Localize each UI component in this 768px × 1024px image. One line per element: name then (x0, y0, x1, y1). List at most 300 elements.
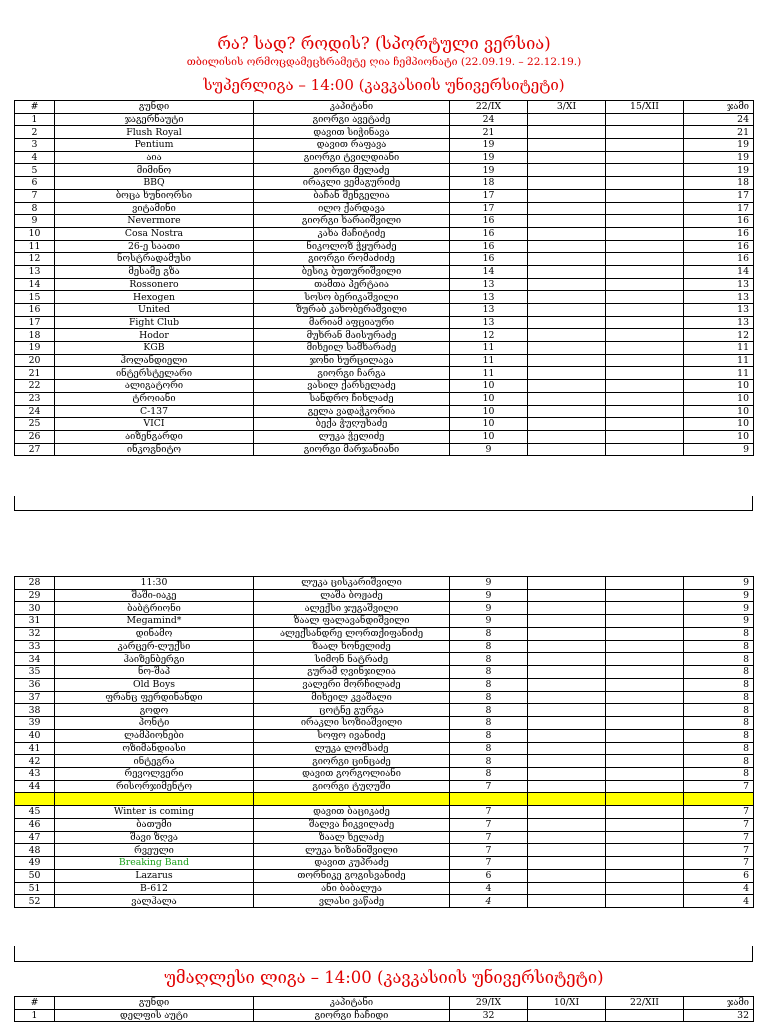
round2-score-cell (528, 380, 606, 393)
round3-score-cell (606, 418, 684, 431)
captain-cell: ლუკა ცისკარიშვილი (254, 577, 450, 590)
team-cell: ჯაგერნაუტი (55, 113, 254, 126)
total-score-cell: 7 (684, 844, 754, 857)
table-row (15, 278, 754, 291)
total-score-cell: 14 (684, 265, 754, 278)
round3-score-cell (606, 589, 684, 602)
rank-cell: 40 (15, 729, 55, 742)
team-cell: აიზენგარდი (55, 430, 254, 443)
round1-score-cell: 13 (450, 278, 528, 291)
round1-score-cell: 8 (450, 729, 528, 742)
captain-cell: გიორგი მარჯანიანი (254, 443, 450, 456)
rank-cell: 12 (15, 253, 55, 266)
round2-score-cell (528, 316, 606, 329)
captain-cell: ლაშა ბოჟაძე (254, 589, 450, 602)
blank-row-area (14, 496, 753, 511)
round2-score-cell (528, 869, 606, 882)
captain-cell: ჯონი ხურცილავა (254, 354, 450, 367)
round1-score-cell: 21 (450, 126, 528, 139)
captain-cell: კახა მაჩიტიძე (254, 227, 450, 240)
column-header: 15/XII (606, 101, 684, 114)
round3-score-cell (606, 742, 684, 755)
round2-score-cell (528, 729, 606, 742)
captain-cell: სანდრო ჩიხლაძე (254, 392, 450, 405)
round2-score-cell (528, 742, 606, 755)
team-cell: კარცერ-ლუქსი (55, 640, 254, 653)
round2-score-cell (528, 678, 606, 691)
round3-score-cell (606, 227, 684, 240)
table-row (15, 316, 754, 329)
rank-cell: 44 (15, 780, 55, 793)
captain-cell: ირაკლი ვემაგურიძე (254, 177, 450, 190)
round2-score-cell (528, 780, 606, 793)
round2-score-cell (528, 627, 606, 640)
table-row (15, 215, 754, 228)
round1-score-cell: 11 (450, 342, 528, 355)
column-header: გუნდი (55, 997, 254, 1010)
rank-cell: 15 (15, 291, 55, 304)
round3-score-cell (606, 653, 684, 666)
team-cell: ბოცა ხუნიორსი (55, 189, 254, 202)
round1-score-cell: 18 (450, 177, 528, 190)
round3-score-cell (606, 717, 684, 730)
rank-cell: 19 (15, 342, 55, 355)
higher-league-section-title: უმაღლესი ლიგა – 14:00 (კავკასიის უნივერსიტეტი) (164, 968, 604, 987)
total-score-cell: 10 (684, 430, 754, 443)
table-row (15, 304, 754, 317)
total-score-cell: 11 (684, 367, 754, 380)
higher-league-results-table (14, 996, 754, 1022)
table-row (15, 895, 754, 908)
round2-score-cell (528, 666, 606, 679)
superleague-results-table-part1 (14, 100, 754, 456)
captain-cell: თამთა პერტაია (254, 278, 450, 291)
round1-score-cell: 8 (450, 717, 528, 730)
team-cell: რვეული (55, 844, 254, 857)
round2-score-cell (528, 704, 606, 717)
round3-score-cell (606, 895, 684, 908)
round2-score-cell (528, 342, 606, 355)
captain-cell: სოსო ბერიკაშვილი (254, 291, 450, 304)
page-title: რა? სად? როდის? (სპორტული ვერსია) (217, 34, 551, 53)
table-row (15, 177, 754, 190)
round2-score-cell (528, 806, 606, 819)
team-cell: 11:30 (55, 577, 254, 590)
table-row (15, 742, 754, 755)
rank-cell: 27 (15, 443, 55, 456)
round1-score-cell: 8 (450, 742, 528, 755)
captain-cell: ზაალ ფალავანდიშვილი (254, 615, 450, 628)
team-cell: Old Boys (55, 678, 254, 691)
round3-score-cell (606, 831, 684, 844)
round2-score-cell (528, 126, 606, 139)
round3-score-cell (606, 818, 684, 831)
table-row (15, 615, 754, 628)
round2-score-cell (528, 354, 606, 367)
column-header: კაპიტანი (254, 997, 450, 1010)
team-cell: C-137 (55, 405, 254, 418)
captain-cell: შალვა ჩიკვილაძე (254, 818, 450, 831)
round3-score-cell (606, 354, 684, 367)
rank-cell: 11 (15, 240, 55, 253)
team-cell: მიმინო (55, 164, 254, 177)
rank-cell: 45 (15, 806, 55, 819)
captain-cell: ილო ქარდავა (254, 202, 450, 215)
team-cell: 26-ე საათი (55, 240, 254, 253)
table-row (15, 139, 754, 152)
round1-score-cell: 8 (450, 666, 528, 679)
rank-cell: 5 (15, 164, 55, 177)
captain-cell: ლუკა ხიზანიშვილი (254, 844, 450, 857)
rank-cell: 33 (15, 640, 55, 653)
table-row (15, 691, 754, 704)
total-score-cell: 9 (684, 577, 754, 590)
captain-cell: დავით რაფავა (254, 139, 450, 152)
rank-cell: 29 (15, 589, 55, 602)
round3-score-cell (606, 240, 684, 253)
round1-score-cell: 11 (450, 354, 528, 367)
round2-score-cell (528, 215, 606, 228)
total-score-cell: 8 (684, 768, 754, 781)
round2-score-cell (528, 202, 606, 215)
round2-score-cell (528, 240, 606, 253)
round3-score-cell (606, 291, 684, 304)
team-cell: შაში-იაკე (55, 589, 254, 602)
round1-score-cell: 6 (450, 869, 528, 882)
round1-score-cell: 8 (450, 755, 528, 768)
team-cell: ჰაიზენბერგი (55, 653, 254, 666)
total-score-cell: 7 (684, 818, 754, 831)
round3-score-cell (606, 869, 684, 882)
team-cell: რევოლვერი (55, 768, 254, 781)
total-score-cell: 11 (684, 342, 754, 355)
round1-score-cell: 9 (450, 577, 528, 590)
rank-cell: 51 (15, 882, 55, 895)
table-row (15, 164, 754, 177)
round3-score-cell (606, 678, 684, 691)
table-row (15, 126, 754, 139)
rank-cell: 22 (15, 380, 55, 393)
table-row (15, 151, 754, 164)
table-row (15, 1009, 754, 1022)
round3-score-cell (606, 615, 684, 628)
captain-cell: ზურაბ კახობერაშვილი (254, 304, 450, 317)
rank-cell: 14 (15, 278, 55, 291)
captain-cell: მიხეილ კვაშალი (254, 691, 450, 704)
round2-score-cell (528, 691, 606, 704)
team-cell: ფრანც ფერდინანდი (55, 691, 254, 704)
team-cell: Lazarus (55, 869, 254, 882)
column-header: 22/IX (450, 101, 528, 114)
total-score-cell: 11 (684, 354, 754, 367)
total-score-cell: 17 (684, 189, 754, 202)
captain-cell: მიხეილ სამხარაძე (254, 342, 450, 355)
table-row (15, 627, 754, 640)
captain-cell: ბესიკ ბუთურიშვილი (254, 265, 450, 278)
rank-cell: 36 (15, 678, 55, 691)
captain-cell: მუხრან მაისურაძე (254, 329, 450, 342)
total-score-cell: 16 (684, 240, 754, 253)
round3-score-cell (606, 430, 684, 443)
rank-cell: 16 (15, 304, 55, 317)
total-score-cell: 18 (684, 177, 754, 190)
table-row (15, 329, 754, 342)
total-score-cell: 10 (684, 380, 754, 393)
team-cell: ვალჰალა (55, 895, 254, 908)
team-cell: ლამპიონები (55, 729, 254, 742)
captain-cell: გიორგი ჩარგა (254, 367, 450, 380)
round3-score-cell (606, 806, 684, 819)
team-cell: Nevermore (55, 215, 254, 228)
rank-cell: 26 (15, 430, 55, 443)
round1-score-cell: 8 (450, 653, 528, 666)
total-score-cell: 8 (684, 742, 754, 755)
round1-score-cell: 16 (450, 227, 528, 240)
round3-score-cell (606, 627, 684, 640)
rank-cell: 38 (15, 704, 55, 717)
round2-score-cell (528, 278, 606, 291)
round3-score-cell (606, 666, 684, 679)
team-cell: ბათუმი (55, 818, 254, 831)
team-cell: ნოსტრადამუსი (55, 253, 254, 266)
round3-score-cell (606, 367, 684, 380)
round1-score-cell: 10 (450, 418, 528, 431)
team-cell: ოზიმანდიასი (55, 742, 254, 755)
round3-score-cell (606, 278, 684, 291)
table-row (15, 577, 754, 590)
round3-score-cell (606, 342, 684, 355)
total-score-cell: 21 (684, 126, 754, 139)
table-row (15, 729, 754, 742)
round1-score-cell: 7 (450, 831, 528, 844)
round2-score-cell (528, 265, 606, 278)
round2-score-cell (528, 768, 606, 781)
total-score-cell: 4 (684, 895, 754, 908)
round3-score-cell (606, 177, 684, 190)
table-row (15, 640, 754, 653)
round2-score-cell (528, 253, 606, 266)
round2-score-cell (528, 589, 606, 602)
column-header: # (15, 101, 55, 114)
total-score-cell: 10 (684, 392, 754, 405)
round2-score-cell (528, 329, 606, 342)
round3-score-cell (606, 704, 684, 717)
total-score-cell: 8 (684, 755, 754, 768)
captain-cell: ანი ბაბალუა (254, 882, 450, 895)
table-row (15, 717, 754, 730)
championship-subtitle: თბილისის ორმოცდამეცხრამეტე ღია ჩემპიონატი (22.09.19. – 22.12.19.) (186, 56, 582, 68)
round3-score-cell (606, 329, 684, 342)
round1-score-cell: 19 (450, 164, 528, 177)
table-row (15, 869, 754, 882)
rank-cell: 50 (15, 869, 55, 882)
round3-score-cell (606, 392, 684, 405)
captain-cell: გიორგი ტვილდიანი (254, 151, 450, 164)
round3-score-cell (606, 882, 684, 895)
captain-cell: გიორგი ტუღუში (254, 780, 450, 793)
captain-cell: გიორგი რომაძიძე (254, 253, 450, 266)
total-score-cell: 13 (684, 316, 754, 329)
table-row (15, 227, 754, 240)
round2-score-cell (528, 577, 606, 590)
round1-score-cell: 14 (450, 265, 528, 278)
round1-score-cell: 11 (450, 367, 528, 380)
round3-score-cell (606, 443, 684, 456)
round2-score-cell (528, 602, 606, 615)
team-cell: BBQ (55, 177, 254, 190)
table-row (15, 678, 754, 691)
round1-score-cell: 8 (450, 704, 528, 717)
team-cell: Breaking Band (55, 857, 254, 870)
round3-score-cell (606, 405, 684, 418)
team-cell: ინტეგრა (55, 755, 254, 768)
rank-cell: 31 (15, 615, 55, 628)
table-row (15, 768, 754, 781)
round2-score-cell (528, 189, 606, 202)
rank-cell: 52 (15, 895, 55, 908)
round2-score-cell (528, 615, 606, 628)
round1-score-cell: 13 (450, 304, 528, 317)
rank-cell: 42 (15, 755, 55, 768)
table-row (15, 430, 754, 443)
total-score-cell: 9 (684, 602, 754, 615)
team-cell: ნო-შაპ (55, 666, 254, 679)
table-row (15, 202, 754, 215)
round3-score-cell (606, 691, 684, 704)
captain-cell: დავით კუპრაძე (254, 857, 450, 870)
rank-cell: 21 (15, 367, 55, 380)
round3-score-cell (606, 215, 684, 228)
round3-score-cell (606, 1009, 684, 1022)
team-cell: Hodor (55, 329, 254, 342)
round2-score-cell (528, 405, 606, 418)
total-score-cell: 13 (684, 291, 754, 304)
round3-score-cell (606, 857, 684, 870)
captain-cell: გიორგი მელაძე (254, 164, 450, 177)
team-cell: ვიტამინი (55, 202, 254, 215)
round3-score-cell (606, 755, 684, 768)
captain-cell: გელა ვადაჭკორია (254, 405, 450, 418)
round1-score-cell: 7 (450, 857, 528, 870)
team-cell: KGB (55, 342, 254, 355)
captain-cell: მარიამ აფციაური (254, 316, 450, 329)
rank-cell: 24 (15, 405, 55, 418)
table-row (15, 392, 754, 405)
rank-cell: 18 (15, 329, 55, 342)
table-row (15, 602, 754, 615)
total-score-cell: 17 (684, 202, 754, 215)
round1-score-cell: 8 (450, 691, 528, 704)
round2-score-cell (528, 857, 606, 870)
table-row (15, 189, 754, 202)
team-cell: ბაბტრიონი (55, 602, 254, 615)
total-score-cell: 7 (684, 806, 754, 819)
table-row (15, 354, 754, 367)
total-score-cell: 8 (684, 666, 754, 679)
round2-score-cell (528, 177, 606, 190)
captain-cell: ნიკოლოზ ჭყურაძე (254, 240, 450, 253)
captain-cell: დავით სიჭინავა (254, 126, 450, 139)
round2-score-cell (528, 755, 606, 768)
round2-score-cell (528, 151, 606, 164)
total-score-cell: 8 (684, 729, 754, 742)
round1-score-cell: 10 (450, 380, 528, 393)
round3-score-cell (606, 729, 684, 742)
captain-cell: ბაჩან შენგელია (254, 189, 450, 202)
team-cell: Pentium (55, 139, 254, 152)
rank-cell: 9 (15, 215, 55, 228)
round3-score-cell (606, 189, 684, 202)
team-cell: Megamind* (55, 615, 254, 628)
round3-score-cell (606, 139, 684, 152)
total-score-cell: 32 (684, 1009, 754, 1022)
round2-score-cell (528, 653, 606, 666)
total-score-cell: 4 (684, 882, 754, 895)
captain-cell: ბექა ჭუღუხაძე (254, 418, 450, 431)
total-score-cell: 24 (684, 113, 754, 126)
round1-score-cell: 7 (450, 806, 528, 819)
rank-cell: 47 (15, 831, 55, 844)
table-row (15, 793, 754, 806)
round2-score-cell (528, 227, 606, 240)
team-cell: გოდო (55, 704, 254, 717)
column-header: კაპიტანი (254, 101, 450, 114)
round1-score-cell: 10 (450, 392, 528, 405)
round2-score-cell (528, 418, 606, 431)
round1-score-cell: 16 (450, 215, 528, 228)
team-cell: ინკოგნიტო (55, 443, 254, 456)
team-cell: რისორჯიმენტო (55, 780, 254, 793)
rank-cell: 49 (15, 857, 55, 870)
rank-cell: 1 (15, 1009, 55, 1022)
captain-cell: გიორგი ცინცაძე (254, 755, 450, 768)
round3-score-cell (606, 577, 684, 590)
table-row (15, 113, 754, 126)
team-cell: United (55, 304, 254, 317)
captain-cell: ალექსი ჯუგაშვილი (254, 602, 450, 615)
blank-row-area (14, 946, 753, 962)
captain-cell: ლუკა ჭელიძე (254, 430, 450, 443)
table-row (15, 666, 754, 679)
table-row (15, 755, 754, 768)
captain-cell: ირაკლი სოზიაშვილი (254, 717, 450, 730)
round1-score-cell: 13 (450, 316, 528, 329)
round3-score-cell (606, 793, 684, 806)
table-row (15, 818, 754, 831)
rank-cell: 25 (15, 418, 55, 431)
total-score-cell: 9 (684, 443, 754, 456)
round1-score-cell: 16 (450, 240, 528, 253)
round2-score-cell (528, 304, 606, 317)
round1-score-cell: 8 (450, 627, 528, 640)
total-score-cell: 8 (684, 717, 754, 730)
rank-cell: 39 (15, 717, 55, 730)
round3-score-cell (606, 151, 684, 164)
round1-score-cell: 7 (450, 818, 528, 831)
rank-cell: 35 (15, 666, 55, 679)
rank-cell: 30 (15, 602, 55, 615)
team-cell: დინამო (55, 627, 254, 640)
round2-score-cell (528, 443, 606, 456)
column-header: ჯამი (684, 101, 754, 114)
round2-score-cell (528, 139, 606, 152)
table-row (15, 380, 754, 393)
captain-cell: სიმონ ნატრაძე (254, 653, 450, 666)
round2-score-cell (528, 392, 606, 405)
round3-score-cell (606, 304, 684, 317)
table-row (15, 265, 754, 278)
rank-cell: 3 (15, 139, 55, 152)
